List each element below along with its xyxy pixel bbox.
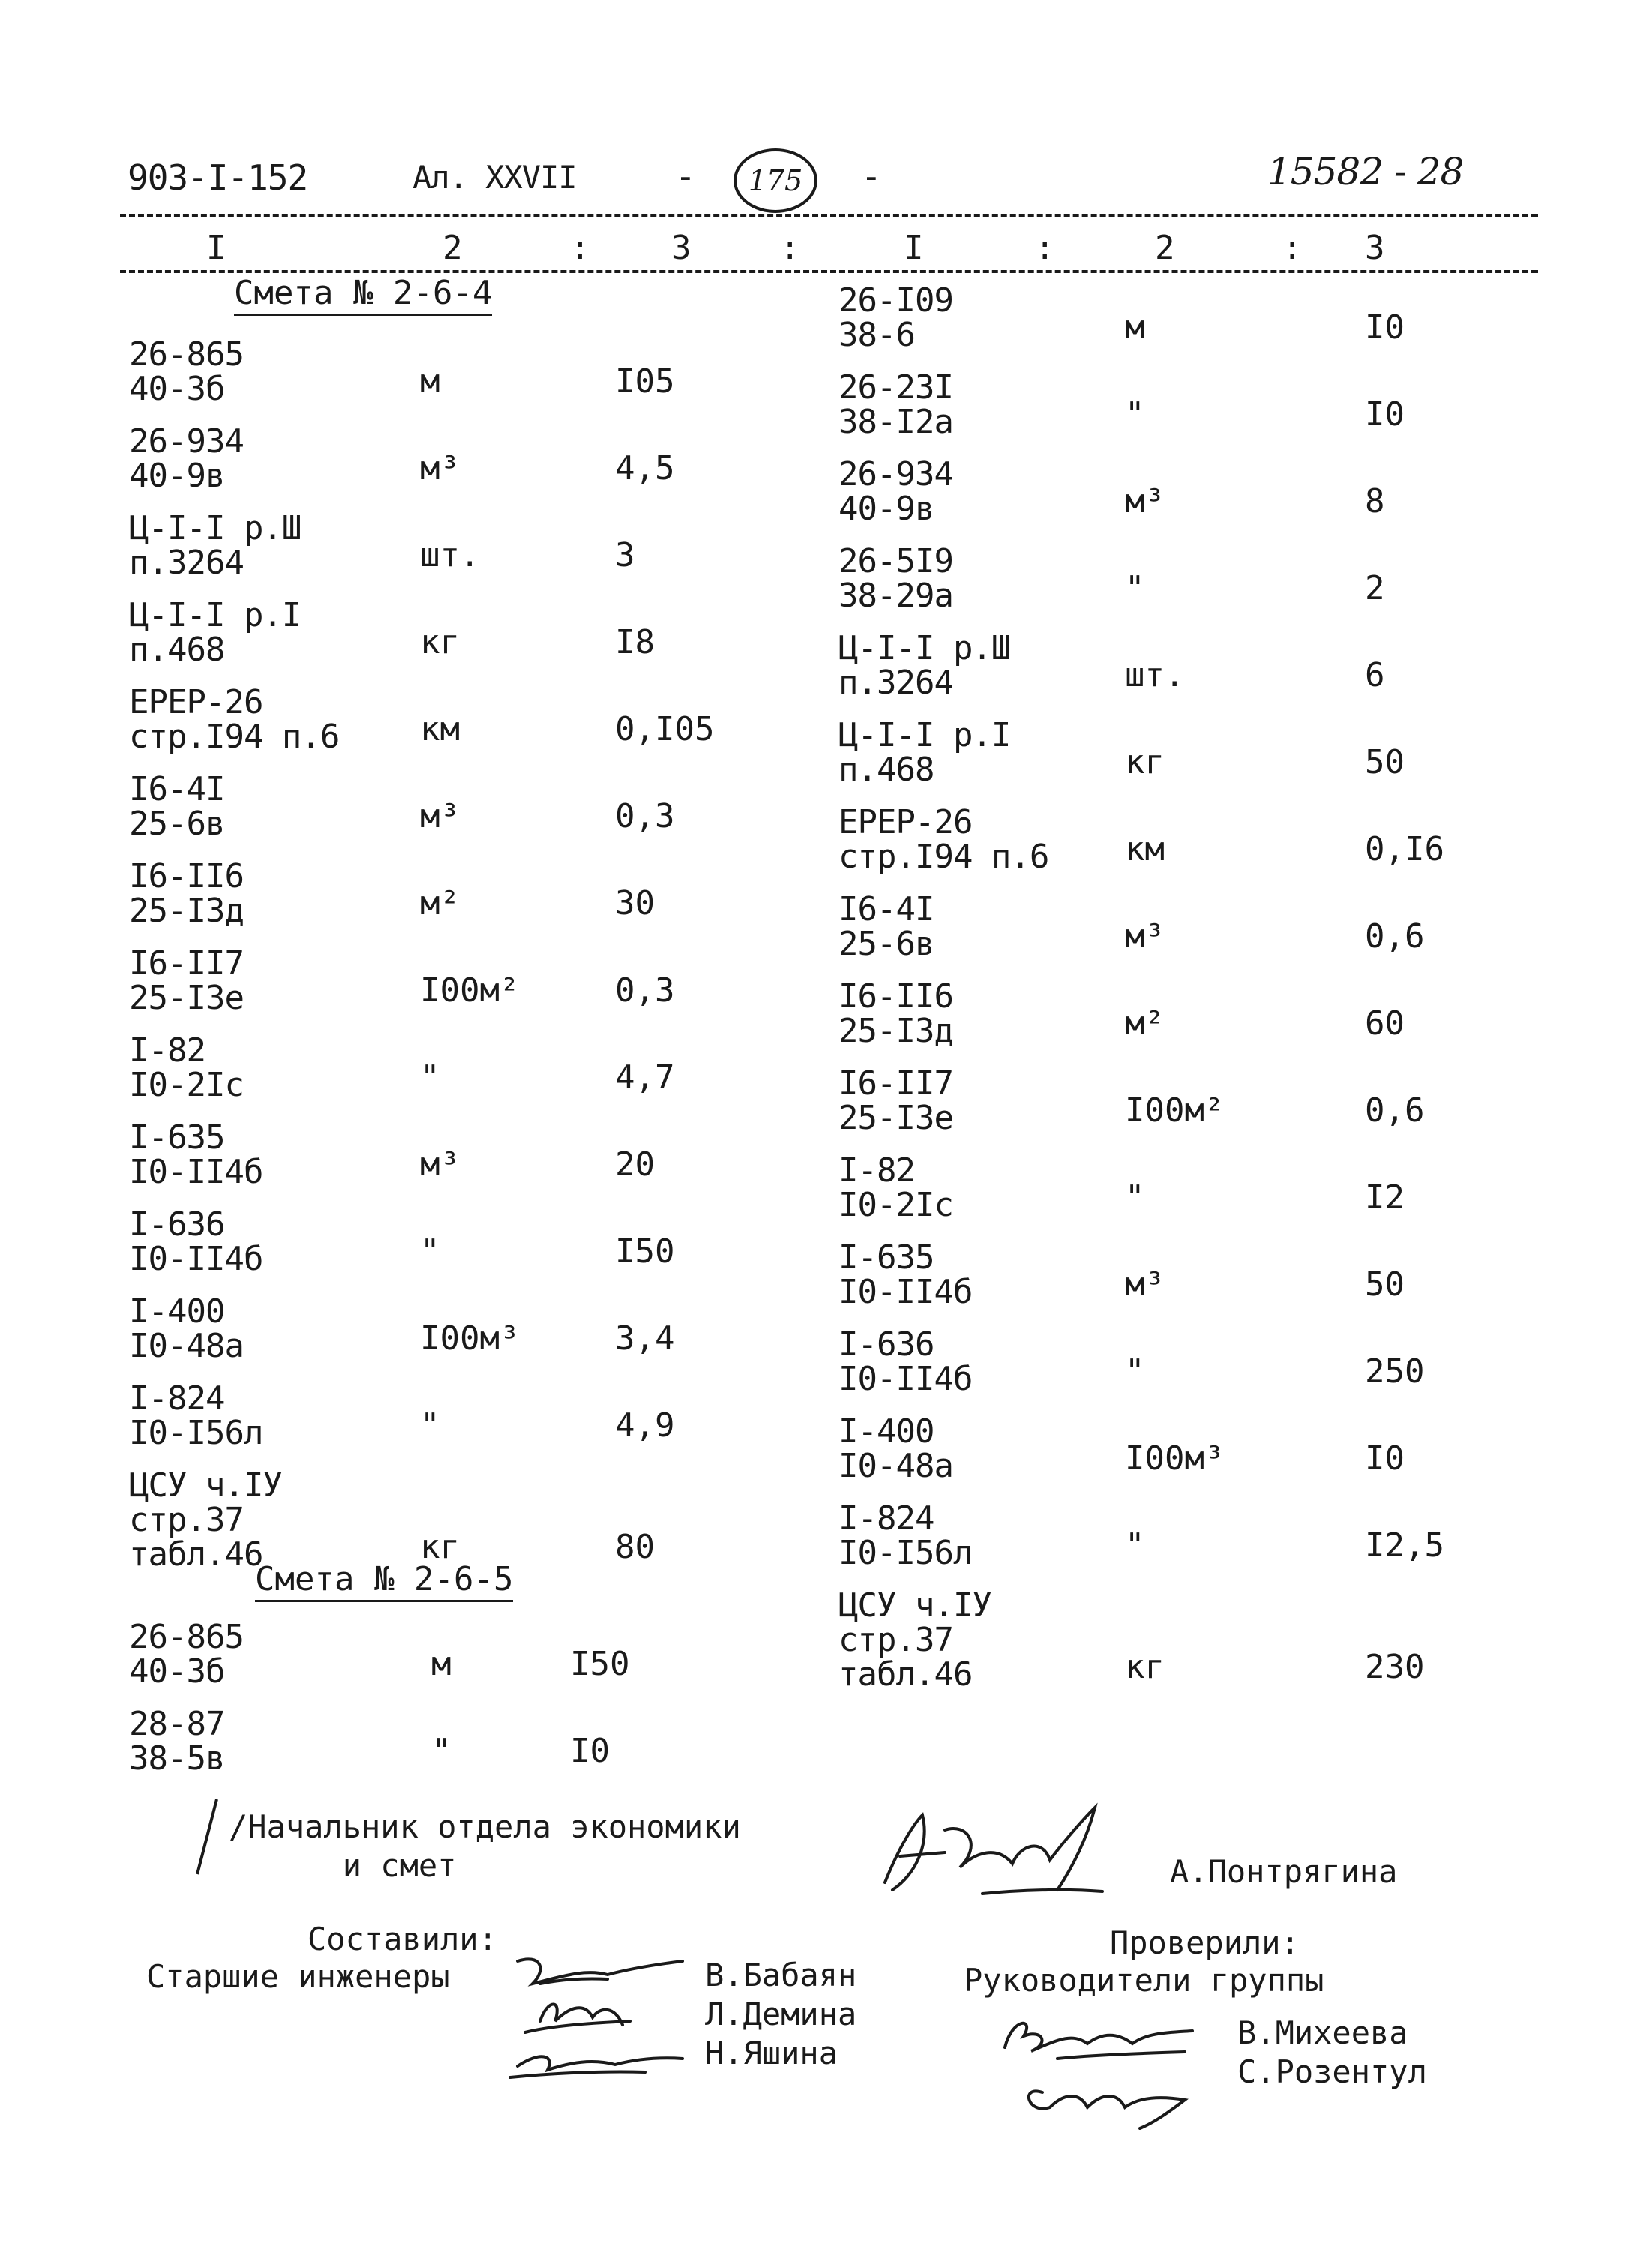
row-code: I-82 I0-2Iс: [838, 1151, 953, 1224]
row-quantity: 80: [615, 1528, 655, 1566]
signatures-compilers: [495, 1939, 690, 2089]
row-unit: шт.: [420, 536, 480, 574]
row-code: I-82 I0-2Iс: [129, 1031, 244, 1104]
row-code: 28-87 38-5в: [129, 1705, 225, 1778]
checker-names: В.Михеева С.Розентул: [1238, 2014, 1427, 2090]
row-unit: м²: [420, 884, 460, 922]
row-unit: м: [1125, 308, 1145, 346]
row-code: I6-4I 25-6в: [838, 890, 934, 963]
row-quantity: 4,5: [615, 449, 675, 488]
row-quantity: 3: [615, 536, 635, 574]
row-code: 26-23I 38-I2а: [838, 368, 953, 441]
row-code: ЦСУ ч.IУ стр.37 табл.46: [838, 1586, 992, 1694]
row-code: I6-II6 25-I3д: [129, 857, 244, 930]
row-unit: ": [1125, 1526, 1145, 1564]
col-header-right-3: 3: [1365, 229, 1385, 267]
row-unit: м³: [420, 1145, 460, 1184]
row-code: I6-II7 25-I3е: [838, 1064, 953, 1137]
row-code: 26-5I9 38-29а: [838, 542, 953, 615]
row-code: 26-934 40-9в: [838, 455, 953, 528]
row-code: I-824 I0-I56л: [838, 1499, 973, 1572]
doc-code: 903-I-152: [128, 158, 308, 198]
row-quantity: 4,9: [615, 1406, 675, 1444]
row-quantity: 3,4: [615, 1319, 675, 1358]
row-quantity: 6: [1365, 656, 1385, 694]
signatures-checkers: [990, 2002, 1215, 2130]
row-quantity: I2: [1365, 1178, 1405, 1216]
row-unit: м³: [1125, 1265, 1165, 1304]
row-code: I-824 I0-I56л: [129, 1379, 263, 1452]
row-quantity: I8: [615, 623, 655, 662]
row-quantity: 50: [1365, 1265, 1405, 1304]
row-quantity: 20: [615, 1145, 655, 1184]
row-code: I-635 I0-II4б: [129, 1118, 263, 1191]
signature-pontryagina: [870, 1800, 1118, 1905]
row-code: ЕРЕР-26 стр.I94 п.6: [838, 803, 1049, 876]
row-quantity: 0,6: [1365, 1091, 1425, 1130]
checked-by-role: Руководители группы: [964, 1962, 1324, 1999]
row-quantity: 0,I6: [1365, 830, 1444, 868]
row-code: I-636 I0-II4б: [129, 1205, 263, 1278]
head-of-department-name: А.Понтрягина: [1170, 1853, 1398, 1890]
slash-mark: [191, 1796, 221, 1879]
row-code: I6-4I 25-6в: [129, 770, 225, 843]
head-of-department-title: /Начальник отдела экономики и смет: [229, 1808, 741, 1884]
compiled-by-role: Старшие инженеры: [146, 1958, 450, 1995]
row-code: Ц-I-I р.I п.468: [838, 716, 1011, 789]
row-code: 26-865 40-3б: [129, 335, 244, 408]
row-quantity: I0: [1365, 1439, 1405, 1478]
row-code: I-400 I0-48а: [838, 1412, 953, 1485]
row-unit: м³: [420, 797, 460, 836]
col-header-left-2: 2: [442, 229, 463, 267]
col-header-left-sep2: :: [780, 229, 800, 267]
row-unit: шт.: [1125, 656, 1185, 694]
row-unit: м²: [1125, 1004, 1165, 1042]
compiler-names: В.Бабаян Л.Демина Н.Яшина: [705, 1957, 857, 2072]
row-quantity: I0: [1365, 395, 1405, 434]
col-header-left-1: I: [206, 229, 226, 267]
row-quantity: 50: [1365, 743, 1405, 782]
row-unit: I00м³: [420, 1319, 520, 1358]
row-unit: кг: [420, 623, 460, 662]
row-code: Ц-I-I р.Ш п.3264: [129, 509, 302, 582]
col-header-right-sep1: :: [1035, 229, 1055, 267]
row-code: I6-II7 25-I3е: [129, 944, 244, 1017]
row-unit: м³: [1125, 917, 1165, 956]
col-header-right-sep2: :: [1282, 229, 1303, 267]
row-unit: ": [1125, 569, 1145, 608]
compiled-by-label: Составили:: [308, 1921, 497, 1958]
row-unit: ": [420, 1058, 440, 1096]
row-unit: м³: [420, 449, 460, 488]
page-number: 175: [734, 148, 818, 213]
row-code: 26-934 40-9в: [129, 422, 244, 495]
row-unit: км: [420, 710, 460, 748]
row-unit: I00м²: [1125, 1091, 1225, 1130]
row-quantity: 0,6: [1365, 917, 1425, 956]
row-unit: кг: [1125, 743, 1165, 782]
section-title-2-6-4: Смета № 2-6-4: [234, 274, 492, 316]
row-quantity: I0: [570, 1732, 610, 1770]
row-code: Ц-I-I р.Ш п.3264: [838, 629, 1011, 702]
header-dash-left: -: [675, 156, 695, 196]
header-rule-top: [120, 214, 1538, 217]
header-dash-right: -: [861, 156, 881, 196]
row-unit: ": [420, 1232, 440, 1270]
col-header-left-sep1: :: [570, 229, 590, 267]
section-title-2-6-5: Смета № 2-6-5: [255, 1560, 513, 1602]
checked-by-label: Проверили:: [1110, 1924, 1300, 1961]
row-unit: ": [1125, 395, 1145, 434]
row-code: 26-I09 38-6: [838, 281, 953, 354]
row-quantity: I50: [570, 1645, 630, 1683]
row-quantity: 0,3: [615, 971, 675, 1010]
row-unit: км: [1125, 830, 1165, 868]
row-quantity: 0,I05: [615, 710, 715, 748]
header-rule-bottom: [120, 270, 1538, 273]
row-code: I-636 I0-II4б: [838, 1325, 973, 1398]
row-unit: I00м²: [420, 971, 520, 1010]
row-code: ЦСУ ч.IУ стр.37 табл.46: [129, 1466, 282, 1574]
row-unit: м³: [1125, 482, 1165, 520]
row-quantity: I50: [615, 1232, 675, 1270]
row-code: I-400 I0-48а: [129, 1292, 244, 1365]
row-quantity: 2: [1365, 569, 1385, 608]
row-unit: ": [431, 1732, 452, 1770]
row-code: I6-II6 25-I3д: [838, 977, 953, 1050]
sheet-code: 15582 - 28: [1268, 150, 1464, 194]
row-unit: кг: [1125, 1648, 1165, 1686]
row-quantity: 250: [1365, 1352, 1425, 1390]
row-unit: кг: [420, 1528, 460, 1566]
row-quantity: 60: [1365, 1004, 1405, 1042]
row-quantity: 4,7: [615, 1058, 675, 1096]
row-code: ЕРЕР-26 стр.I94 п.6: [129, 683, 340, 756]
row-unit: I00м³: [1125, 1439, 1225, 1478]
row-quantity: 8: [1365, 482, 1385, 520]
row-unit: м: [431, 1645, 452, 1683]
row-unit: м: [420, 362, 440, 400]
row-quantity: I2,5: [1365, 1526, 1444, 1564]
album-number: Ал. XXVII: [412, 159, 577, 196]
row-unit: ": [1125, 1178, 1145, 1216]
row-unit: ": [420, 1406, 440, 1444]
row-quantity: 0,3: [615, 797, 675, 836]
row-code: 26-865 40-3б: [129, 1618, 244, 1690]
row-quantity: I05: [615, 362, 675, 400]
row-code: Ц-I-I р.I п.468: [129, 596, 302, 669]
row-unit: ": [1125, 1352, 1145, 1390]
row-code: I-635 I0-II4б: [838, 1238, 973, 1311]
col-header-left-3: 3: [671, 229, 692, 267]
row-quantity: I0: [1365, 308, 1405, 346]
row-quantity: 30: [615, 884, 655, 922]
col-header-right-1: I: [904, 229, 924, 267]
col-header-right-2: 2: [1155, 229, 1175, 267]
row-quantity: 230: [1365, 1648, 1425, 1686]
